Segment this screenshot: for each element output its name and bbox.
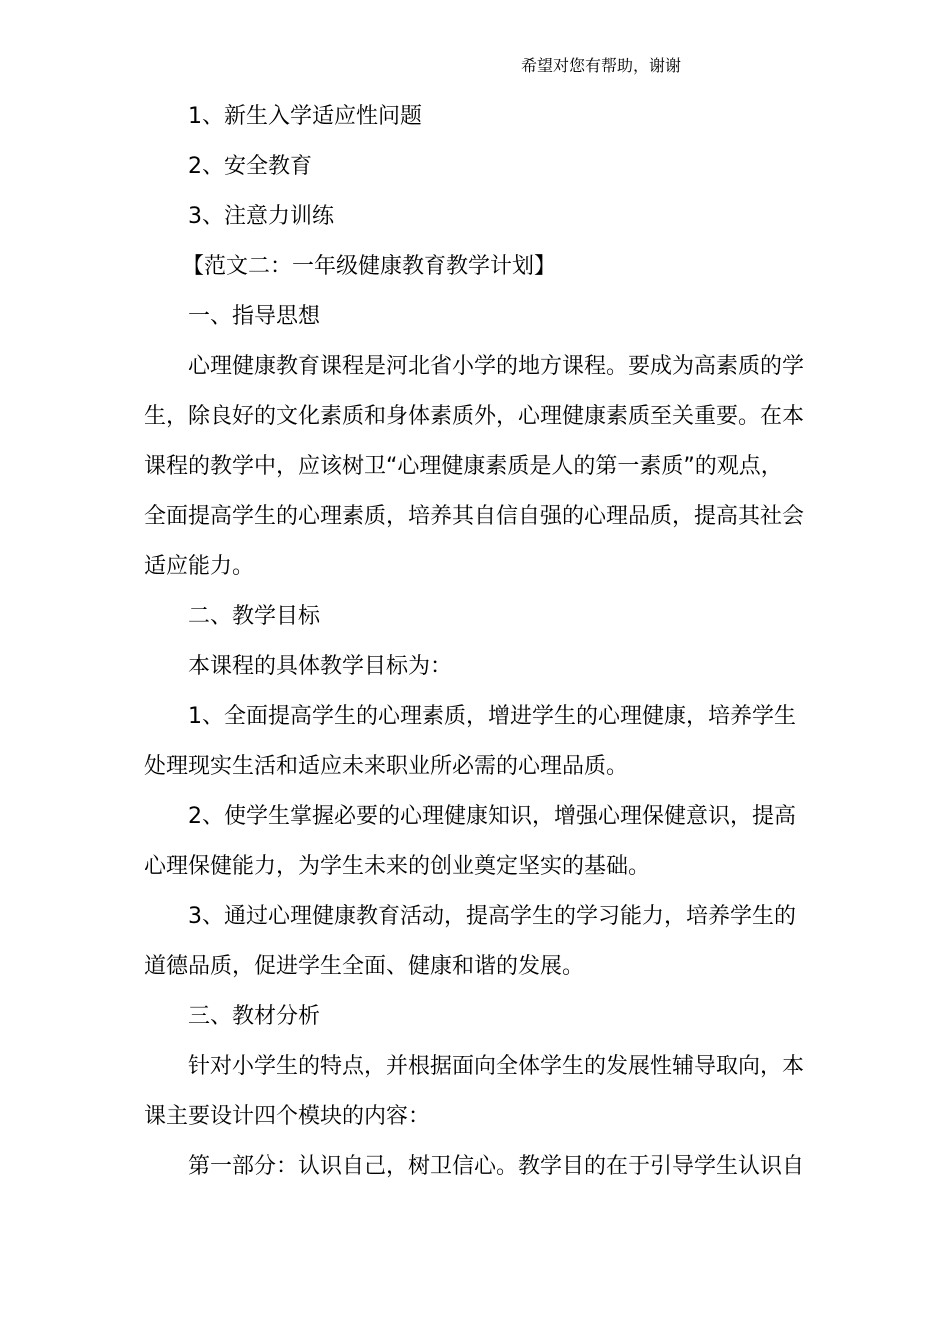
goal-item-1: 1、全面提高学生的心理素质，增进学生的心理健康，培养学生 [188, 704, 796, 729]
paragraph-line: 第一部分：认识自己，树卫信心。教学目的在于引导学生认识自 [188, 1154, 805, 1179]
paragraph-line: 心理健康教育课程是河北省小学的地方课程。要成为高素质的学 [188, 354, 805, 379]
paragraph-line: 针对小学生的特点，并根据面向全体学生的发展性辅导取向，本 [188, 1054, 805, 1079]
paragraph-line: 适应能力。 [144, 554, 255, 579]
heading-material-analysis: 三、教材分析 [188, 1004, 321, 1029]
heading-teaching-goals: 二、教学目标 [188, 604, 321, 629]
paragraph-line: 课程的教学中，应该树卫“心理健康素质是人的第一素质”的观点， [144, 454, 783, 479]
goal-item-3: 3、通过心理健康教育活动，提高学生的学习能力，培养学生的 [188, 904, 796, 929]
goal-item-1-cont: 处理现实生活和适应未来职业所必需的心理品质。 [144, 754, 629, 779]
list-item-1: 1、新生入学适应性问题 [188, 104, 422, 129]
paragraph-line: 课主要设计四个模块的内容： [144, 1104, 431, 1129]
paragraph-line: 全面提高学生的心理素质，培养其自信自强的心理品质，提高其社会 [144, 504, 805, 529]
section-title: 【范文二：一年级健康教育教学计划】 [182, 254, 557, 279]
heading-guiding-thought: 一、指导思想 [188, 304, 321, 329]
goal-item-2: 2、使学生掌握必要的心理健康知识，增强心理保健意识，提高 [188, 804, 796, 829]
list-item-3: 3、注意力训练 [188, 204, 334, 229]
paragraph-line: 生，除良好的文化素质和身体素质外，心理健康素质至关重要。在本 [144, 404, 805, 429]
goal-item-2-cont: 心理保健能力，为学生未来的创业奠定坚实的基础。 [144, 854, 651, 879]
paragraph-line: 本课程的具体教学目标为： [188, 654, 453, 679]
goal-item-3-cont: 道德品质，促进学生全面、健康和谐的发展。 [144, 954, 585, 979]
header-note: 希望对您有帮助，谢谢 [521, 56, 682, 75]
list-item-2: 2、安全教育 [188, 154, 312, 179]
